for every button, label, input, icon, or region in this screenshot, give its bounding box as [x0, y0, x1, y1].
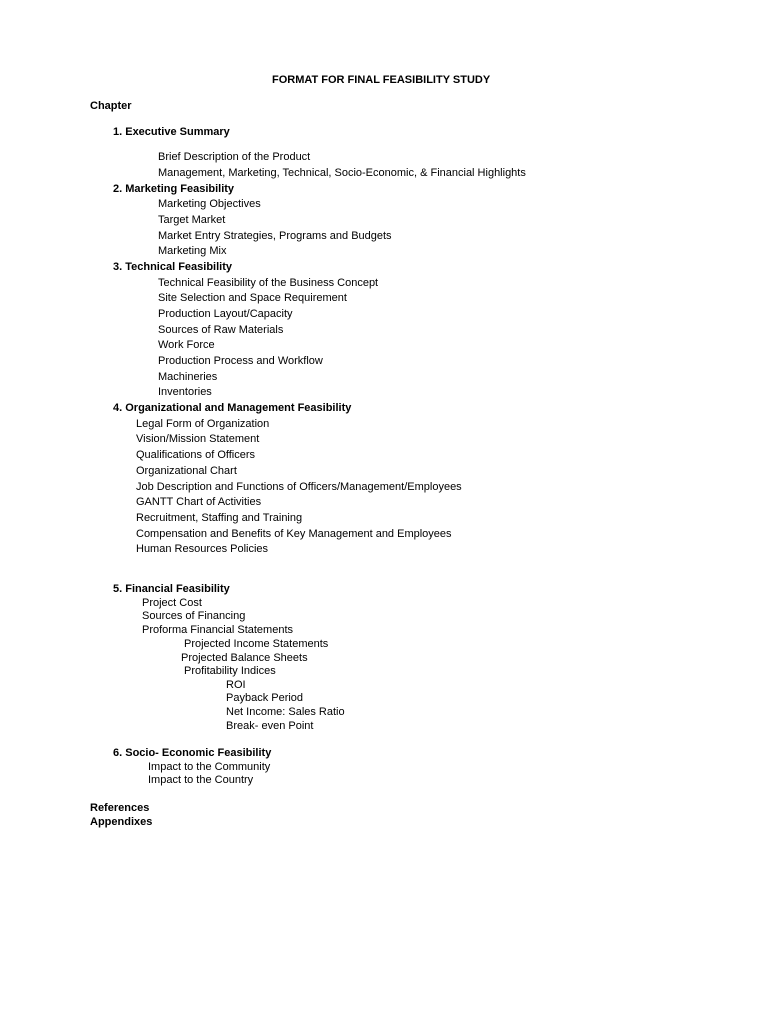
section-item: Marketing Objectives [158, 198, 261, 210]
section-item: Impact to the Community [148, 761, 271, 773]
statement-item: Projected Income Statements [184, 638, 329, 650]
section-item: Machineries [158, 371, 218, 383]
index-item: ROI [226, 679, 246, 691]
document-title: FORMAT FOR FINAL FEASIBILITY STUDY [272, 74, 491, 86]
references-label: References [90, 802, 150, 814]
section-item: Inventories [158, 386, 212, 398]
section-item: Job Description and Functions of Officers/Management/Employees [136, 481, 462, 493]
section-item: Proforma Financial Statements [142, 624, 294, 636]
section-item: Work Force [158, 339, 215, 351]
section-item: Organizational Chart [136, 465, 237, 477]
section-item: Sources of Raw Materials [158, 324, 284, 336]
section-item: Impact to the Country [148, 774, 254, 786]
section-item: Vision/Mission Statement [136, 433, 260, 445]
section-item: Management, Marketing, Technical, Socio-Economic, & Financial Highlights [158, 167, 526, 179]
section-heading-socio-economic-feasibility: 6. Socio- Economic Feasibility [113, 747, 272, 759]
section-item: Production Process and Workflow [158, 355, 323, 367]
section-item: Recruitment, Staffing and Training [136, 512, 303, 524]
section-heading-technical-feasibility: 3. Technical Feasibility [113, 261, 233, 273]
index-item: Payback Period [226, 692, 304, 704]
section-item: Qualifications of Officers [136, 449, 256, 461]
section-item: Production Layout/Capacity [158, 308, 293, 320]
statement-item: Projected Balance Sheets [181, 652, 308, 664]
section-item: GANTT Chart of Activities [136, 496, 262, 508]
section-item: Legal Form of Organization [136, 418, 270, 430]
section-heading-marketing-feasibility: 2. Marketing Feasibility [113, 183, 235, 195]
section-item: Site Selection and Space Requirement [158, 292, 347, 304]
section-item: Human Resources Policies [136, 543, 269, 555]
section-heading-financial-feasibility: 5. Financial Feasibility [113, 583, 230, 595]
section-item: Target Market [158, 214, 226, 226]
section-item: Technical Feasibility of the Business Concept [158, 277, 379, 289]
index-item: Net Income: Sales Ratio [226, 706, 345, 718]
section-item: Market Entry Strategies, Programs and Budgets [158, 230, 392, 242]
section-item: Marketing Mix [158, 245, 227, 257]
chapter-label: Chapter [90, 100, 132, 112]
section-item: Project Cost [142, 597, 202, 609]
section-item: Compensation and Benefits of Key Management and Employees [136, 528, 452, 540]
section-heading-executive-summary: 1. Executive Summary [113, 126, 230, 138]
index-item: Break- even Point [226, 720, 314, 732]
section-item: Brief Description of the Product [158, 151, 311, 163]
appendixes-label: Appendixes [90, 816, 153, 828]
section-item: Sources of Financing [142, 610, 246, 622]
section-heading-organizational-feasibility: 4. Organizational and Management Feasibility [113, 402, 352, 414]
statement-item: Profitability Indices [184, 665, 276, 677]
